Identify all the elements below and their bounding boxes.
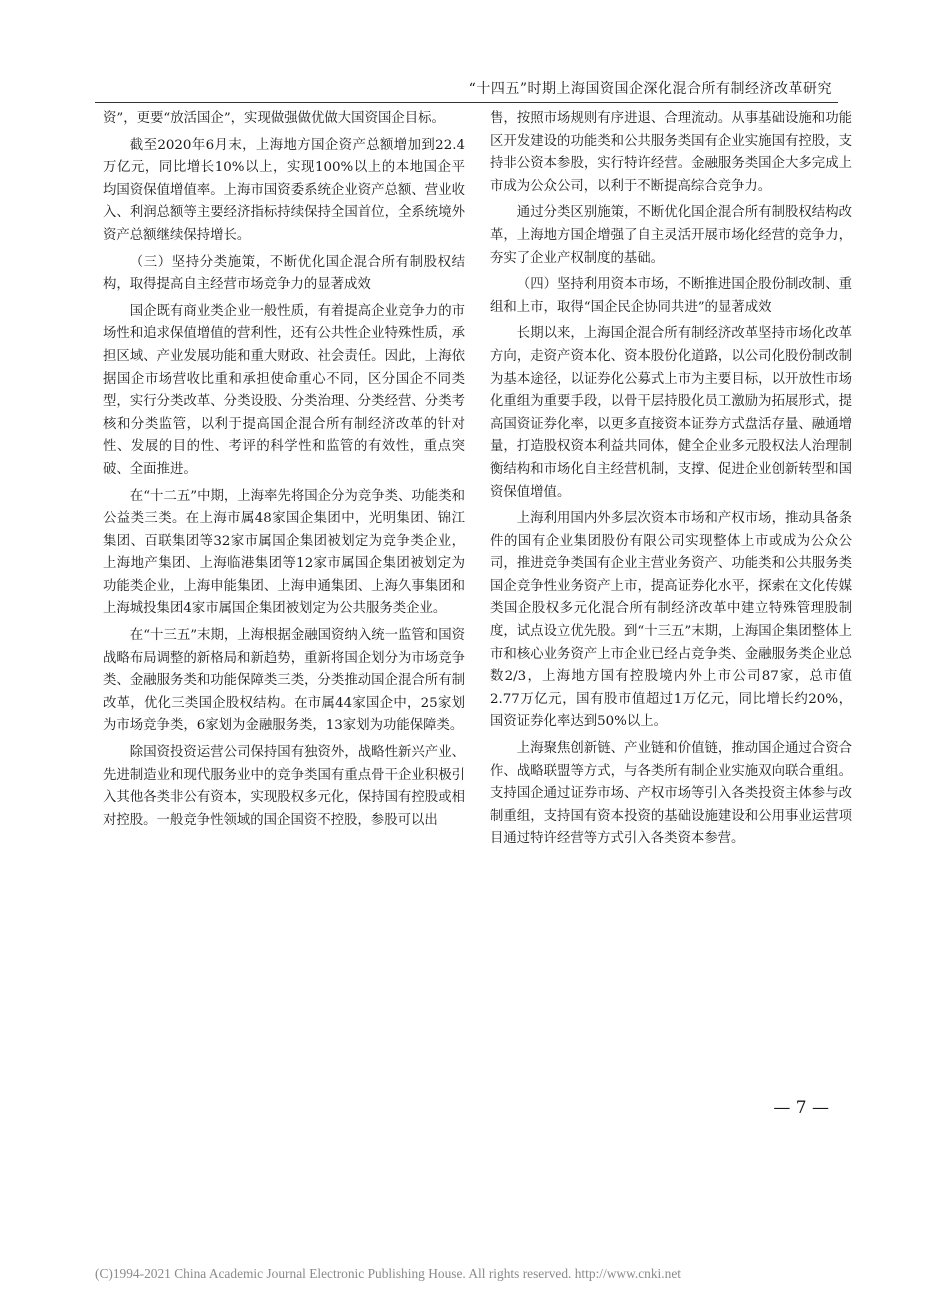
paragraph: 国企既有商业类企业一般性质，有着提高企业竞争力的市场性和追求保值增值的营利性，还有公共性企业特殊性质，承担区域、产业发展功能和重大财政、社会责任。因此，上海依据国企市场营收比重和承担使命重心不同，区分国企不同类型，实行分类改革、分类设股、分类治理、分类经营、分类考核和分类监管，以利于提高国企混合所有制经济改革的针对性、发展的目的性、考评的科学性和监管的有效性，重点突破、全面推进。 bbox=[103, 303, 465, 477]
page-number: — 7 — bbox=[773, 1098, 829, 1118]
paragraph: 除国资投资运营公司保持国有独资外，战略性新兴产业、先进制造业和现代服务业中的竞争类国有重点骨干企业积极引入其他各类非公有资本，实现股权多元化，保持国有控股或相对控股。一般竞争性领域的国企国资不控股，参股可以出 bbox=[103, 745, 465, 828]
paragraph: 上海聚焦创新链、产业链和价值链，推动国企通过合资合作、战略联盟等方式，与各类所有制企业实施双向联合重组。支持国企通过证券市场、产权市场等引入各类投资主体参与改制重组，支持国有资本投资的基础设施建设和公用事业运营项目通过特许经营等方式引入各类资本参营。 bbox=[490, 741, 852, 847]
paragraph: 在“十三五”末期，上海根据金融国资纳入统一监管和国资战略布局调整的新格局和新趋势，重新将国企划分为市场竞争类、金融服务类和功能保障类三类，分类推动国企混合所有制改革，优化三类国企股权结构。在市属44家国企中，25家划为市场竞争类，6家划为金融服务类，13家划为功能保障类。 bbox=[103, 628, 465, 734]
running-header: “十四五”时期上海国资国企深化混合所有制经济改革研究 bbox=[468, 81, 832, 97]
left-column bbox=[103, 108, 465, 836]
paragraph: 在“十二五”中期，上海率先将国企分为竞争类、功能类和公益类三类。在上海市属48家国企集团中，光明集团、锦江集团、百联集团等32家市属国企集团被划定为竞争类企业，上海地产集团、上海临港集团等12家市属国企集团被划定为功能类企业，上海申能集团、上海申通集团、上海久事集团和上海城投集团4家市属国企集团被划定为公共服务类企业。 bbox=[103, 488, 465, 617]
paragraph: 长期以来，上海国企混合所有制经济改革坚持市场化改革方向，走资产资本化、资本股份化道路，以公司化股份制改制为基本途径，以证券化公募式上市为主要目标，以开放性市场化重组为重要手段，以骨干层持股化员工激励为拓展形式，提高国资证券化率，以更多直接资本证券方式盘活存量、融通增量，打造股权资本利益共同体，健全企业多元股权法人治理制衡结构和市场化自主经营机制，支撑、促进企业创新转型和国资保值增值。 bbox=[490, 326, 852, 500]
paragraph: 截至2020年6月末，上海地方国企资产总额增加到22.4万亿元，同比增长10%以上，实现100%以上的本地国企平均国资保值增值率。上海市国资委系统企业资产总额、营业收入、利润总额等主要经济指标持续保持全国首位，全系统境外资产总额继续保持增长。 bbox=[103, 137, 465, 243]
paragraph: 售，按照市场规则有序进退、合理流动。从事基础设施和功能区开发建设的功能类和公共服务类国有企业实施国有控股，支持非公资本参股，实行特许经营。金融服务类国企大多完成上市成为公众公司，以利于不断提高综合竞争力。 bbox=[490, 111, 852, 194]
paragraph: 通过分类区别施策，不断优化国企混合所有制股权结构改革，上海地方国企增强了自主灵活开展市场化经营的竞争力，夯实了企业产权制度的基础。 bbox=[490, 205, 852, 266]
paragraph: 资”，更要“放活国企”，实现做强做优做大国资国企目标。 bbox=[103, 111, 445, 126]
section-heading-4: （四）坚持利用资本市场，不断推进国企股份制改制、重组和上市，取得“国企民企协同共进”的显著成效 bbox=[490, 277, 852, 315]
header-rule bbox=[95, 102, 838, 103]
section-heading-3: （三）坚持分类施策，不断优化国企混合所有制股权结构，取得提高自主经营市场竞争力的显著成效 bbox=[103, 254, 465, 293]
copyright-footer: (C)1994-2021 China Academic Journal Electronic Publishing House. All rights reserved. http://www.cnki.net bbox=[95, 1266, 681, 1281]
right-column bbox=[490, 108, 852, 855]
paragraph: 上海利用国内外多层次资本市场和产权市场，推动具备条件的国有企业集团股份有限公司实现整体上市或成为公众公司，推进竞争类国有企业主营业务资产、功能类和公共服务类国企竞争性业务资产上市，提高证券化水平，探索在文化传媒类国企股权多元化混合所有制经济改革中建立特殊管理股制度，试点设立优先股。到“十三五”末期，上海国企集团整体上市和核心业务资产上市企业已经占竞争类、金融服务类企业总数2/3，上海地方国有控股境内外上市公司87家，总市值2.77万亿元，国有股市值超过1万亿元，同比增长约20%，国资证券化率达到50%以上。 bbox=[490, 511, 852, 730]
